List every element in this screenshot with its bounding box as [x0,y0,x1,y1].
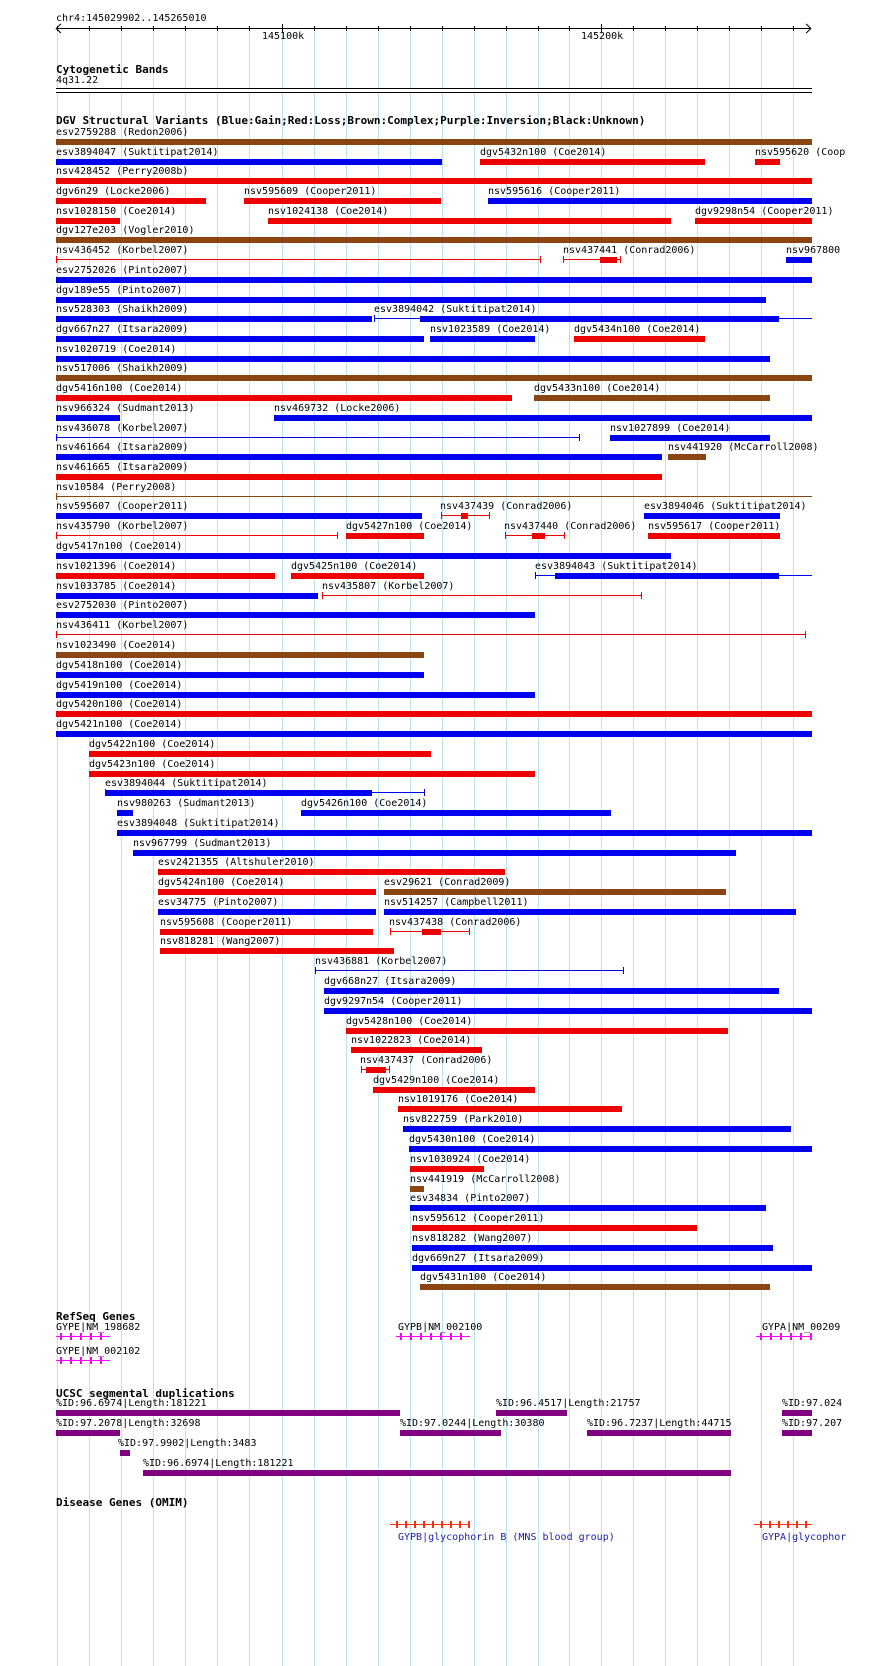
refseq-exon[interactable] [780,1333,782,1340]
feature-end-cap [805,631,806,638]
dgv-feature-label: nsv967800 [786,245,841,256]
dgv-feature-bar[interactable] [610,435,770,441]
dgv-feature-label: nsv461664 (Itsara2009) [56,442,189,453]
dgv-feature-bar[interactable] [600,257,617,263]
dgv-feature-bar[interactable] [158,909,376,915]
dgv-feature-bar[interactable] [244,198,441,204]
dgv-feature-bar[interactable] [412,1265,812,1271]
segdup-bar[interactable] [782,1430,812,1436]
dgv-feature-bar[interactable] [430,336,535,342]
ruler-tick-label-145200k: 145200k [581,31,624,42]
dgv-feature-bar[interactable] [346,1028,728,1034]
dgv-feature-bar[interactable] [133,850,736,856]
dgv-feature-bar[interactable] [268,218,671,224]
ruler-tick-label-145100k: 145100k [262,31,305,42]
dgv-feature-label: dgv5432n100 (Coe2014) [480,147,607,158]
refseq-exon[interactable] [790,1333,792,1340]
dgv-track-title[interactable]: DGV Structural Variants (Blue:Gain;Red:Loss;Brown:Complex;Purple:Inversion;Black:Unknown) [56,114,646,127]
dgv-feature-label: dgv189e55 (Pinto2007) [56,285,183,296]
dgv-feature-bar[interactable] [89,751,431,757]
dgv-feature-label: esv2752030 (Pinto2007) [56,600,189,611]
feature-end-cap [56,493,57,500]
omim-exon[interactable] [414,1521,416,1528]
dgv-feature-bar[interactable] [158,869,505,875]
dgv-feature-bar[interactable] [668,454,706,460]
dgv-feature-label: nsv595607 (Cooper2011) [56,501,189,512]
dgv-feature-bar[interactable] [420,316,779,322]
dgv-feature-label: dgv669n27 (Itsara2009) [412,1253,545,1264]
segdup-bar[interactable] [56,1410,400,1416]
segdup-bar[interactable] [56,1430,120,1436]
dgv-feature-label: esv29621 (Conrad2009) [384,877,511,888]
refseq-exon[interactable] [410,1333,412,1340]
segdup-label: %ID:96.6974|Length:181221 [143,1458,294,1469]
refseq-exon[interactable] [70,1333,72,1340]
refseq-gene-line[interactable] [756,1336,812,1337]
dgv-feature-bar[interactable] [56,178,812,184]
dgv-feature-label: nsv441919 (McCarroll2008) [410,1174,561,1185]
dgv-feature-bar[interactable] [56,553,671,559]
dgv-feature-bar[interactable] [351,1047,482,1053]
dgv-feature-bar[interactable] [56,454,662,460]
refseq-exon[interactable] [770,1333,772,1340]
dgv-feature-bar[interactable] [324,988,779,994]
omim-exon[interactable] [805,1521,807,1528]
dgv-feature-label: nsv428452 (Perry2008b) [56,166,189,177]
feature-end-cap [623,967,624,974]
dgv-feature-label: nsv441920 (McCarroll2008) [668,442,819,453]
dgv-feature-bar[interactable] [160,948,394,954]
refseq-exon[interactable] [90,1357,92,1364]
refseq-exon[interactable] [460,1333,462,1340]
dgv-feature-line[interactable] [56,437,579,438]
dgv-feature-label: nsv595609 (Cooper2011) [244,186,377,197]
dgv-feature-bar[interactable] [117,830,812,836]
dgv-feature-bar[interactable] [56,652,424,658]
dgv-feature-label: nsv1027899 (Coe2014) [610,423,731,434]
dgv-feature-line[interactable] [322,595,641,596]
dgv-feature-bar[interactable] [480,159,705,165]
dgv-feature-bar[interactable] [56,336,424,342]
refseq-gene-label: GYPE|NM_002102 [56,1346,141,1357]
dgv-feature-bar[interactable] [56,731,812,737]
segdup-label: %ID:96.7237|Length:44715 [587,1418,732,1429]
dgv-feature-bar[interactable] [755,159,780,165]
dgv-feature-bar[interactable] [534,395,770,401]
refseq-track-title[interactable]: RefSeq Genes [56,1310,136,1323]
dgv-feature-bar[interactable] [56,474,662,480]
dgv-feature-label: nsv528303 (Shaikh2009) [56,304,189,315]
refseq-exon[interactable] [100,1357,102,1364]
omim-gene-label: GYPA|glycophor [762,1532,847,1543]
refseq-exon[interactable] [80,1333,82,1340]
dgv-feature-label: dgv5431n100 (Coe2014) [420,1272,547,1283]
dgv-feature-label: nsv517006 (Shaikh2009) [56,363,189,374]
dgv-feature-bar[interactable] [366,1067,386,1073]
dgv-feature-label: nsv1033785 (Coe2014) [56,581,177,592]
dgv-feature-label: nsv595608 (Cooper2011) [160,917,293,928]
feature-end-cap [641,592,642,599]
dgv-feature-bar[interactable] [56,692,535,698]
dgv-feature-label: nsv1030924 (Coe2014) [410,1154,531,1165]
feature-end-cap [579,434,580,441]
dgv-feature-bar[interactable] [373,1087,535,1093]
dgv-feature-label: nsv436411 (Korbel2007) [56,620,189,631]
dgv-feature-bar[interactable] [56,159,442,165]
feature-end-cap [535,572,536,579]
dgv-feature-label: nsv435790 (Korbel2007) [56,521,189,532]
dgv-feature-label: dgv5420n100 (Coe2014) [56,699,183,710]
dgv-feature-bar[interactable] [56,573,275,579]
dgv-feature-bar[interactable] [56,672,424,678]
dgv-feature-label: nsv437441 (Conrad2006) [563,245,696,256]
dgv-feature-bar[interactable] [786,257,812,263]
dgv-feature-bar[interactable] [410,1205,766,1211]
segdup-label: %ID:97.9902|Length:3483 [118,1438,257,1449]
segdup-label: %ID:96.4517|Length:21757 [496,1398,641,1409]
dgv-feature-bar[interactable] [420,1284,770,1290]
feature-end-cap [564,532,565,539]
feature-end-cap [56,434,57,441]
dgv-feature-label: esv3894047 (Suktitipat2014) [56,147,219,158]
dgv-feature-label: nsv436452 (Korbel2007) [56,245,189,256]
segdup-bar[interactable] [496,1410,567,1416]
dgv-feature-label: nsv437438 (Conrad2006) [389,917,522,928]
dgv-feature-label: dgv5417n100 (Coe2014) [56,541,183,552]
dgv-feature-label: nsv967799 (Sudmant2013) [133,838,272,849]
dgv-feature-label: dgv667n27 (Itsara2009) [56,324,189,335]
dgv-feature-bar[interactable] [117,810,133,816]
dgv-feature-bar[interactable] [89,771,535,777]
dgv-feature-bar[interactable] [422,929,441,935]
dgv-feature-bar[interactable] [324,1008,812,1014]
dgv-feature-label: dgv5433n100 (Coe2014) [534,383,661,394]
dgv-feature-label: dgv5425n100 (Coe2014) [291,561,418,572]
dgv-feature-label: nsv514257 (Campbell2011) [384,897,529,908]
dgv-feature-bar[interactable] [384,909,796,915]
omim-exon[interactable] [423,1521,425,1528]
dgv-feature-label: nsv437439 (Conrad2006) [440,501,573,512]
omim-exon[interactable] [459,1521,461,1528]
dgv-feature-label: nsv595612 (Cooper2011) [412,1213,545,1224]
dgv-feature-bar[interactable] [56,297,766,303]
omim-exon[interactable] [778,1521,780,1528]
omim-exon[interactable] [796,1521,798,1528]
dgv-feature-bar[interactable] [412,1225,697,1231]
dgv-feature-label: esv2421355 (Altshuler2010) [158,857,315,868]
refseq-exon[interactable] [420,1333,422,1340]
feature-end-cap [56,631,57,638]
dgv-feature-label: nsv822759 (Park2010) [403,1114,524,1125]
refseq-gene-label: GYPB|NM_002100 [398,1322,483,1333]
dgv-feature-bar[interactable] [56,198,206,204]
dgv-feature-label: nsv1023490 (Coe2014) [56,640,177,651]
feature-end-cap [563,256,564,263]
refseq-exon[interactable] [760,1333,762,1340]
dgv-feature-bar[interactable] [398,1106,622,1112]
dgv-feature-label: nsv595616 (Cooper2011) [488,186,621,197]
dgv-feature-label: dgv5418n100 (Coe2014) [56,660,183,671]
dgv-feature-label: esv3894048 (Suktitipat2014) [117,818,280,829]
dgv-feature-bar[interactable] [409,1146,812,1152]
dgv-feature-label: nsv436881 (Korbel2007) [315,956,448,967]
dgv-feature-label: esv2759288 (Redon2006) [56,127,189,138]
dgv-feature-label: nsv461665 (Itsara2009) [56,462,189,473]
feature-end-cap [322,592,323,599]
dgv-feature-label: dgv9297n54 (Cooper2011) [324,996,463,1007]
dgv-feature-bar[interactable] [105,790,372,796]
refseq-exon[interactable] [400,1333,402,1340]
dgv-feature-label: esv3894044 (Suktitipat2014) [105,778,268,789]
dgv-feature-label: nsv818281 (Wang2007) [160,936,281,947]
dgv-feature-bar[interactable] [574,336,705,342]
dgv-feature-bar[interactable] [56,218,120,224]
dgv-feature-label: nsv980263 (Sudmant2013) [117,798,256,809]
segdup-label: %ID:97.0244|Length:30380 [400,1418,545,1429]
omim-exon[interactable] [450,1521,452,1528]
dgv-feature-label: nsv1024138 (Coe2014) [268,206,389,217]
dgv-feature-line[interactable] [56,259,540,260]
segdup-track-title[interactable]: UCSC segmental duplications [56,1387,235,1400]
dgv-feature-bar[interactable] [461,513,468,519]
refseq-exon[interactable] [810,1333,812,1340]
refseq-exon[interactable] [60,1333,62,1340]
dgv-feature-line[interactable] [56,535,337,536]
refseq-gene-line[interactable] [396,1336,470,1337]
dgv-feature-label: nsv1020719 (Coe2014) [56,344,177,355]
dgv-feature-bar[interactable] [346,533,424,539]
dgv-feature-label: nsv595620 (Coop [755,147,846,158]
omim-exon[interactable] [787,1521,789,1528]
dgv-feature-label: nsv469732 (Locke2006) [274,403,401,414]
dgv-feature-bar[interactable] [160,929,373,935]
dgv-feature-label: dgv127e203 (Vogler2010) [56,225,195,236]
omim-exon[interactable] [432,1521,434,1528]
feature-end-cap [315,967,316,974]
dgv-feature-bar[interactable] [410,1166,484,1172]
dgv-feature-label: nsv595617 (Cooper2011) [648,521,781,532]
dgv-feature-bar[interactable] [56,316,372,322]
refseq-exon[interactable] [430,1333,432,1340]
dgv-feature-label: nsv1021396 (Coe2014) [56,561,177,572]
dgv-feature-label: dgv5429n100 (Coe2014) [373,1075,500,1086]
dgv-feature-label: nsv437437 (Conrad2006) [360,1055,493,1066]
dgv-feature-label: dgv6n29 (Locke2006) [56,186,171,197]
dgv-feature-label: dgv668n27 (Itsara2009) [324,976,457,987]
omim-exon[interactable] [760,1521,762,1528]
cytoband-track-title[interactable]: Cytogenetic Bands [56,63,169,76]
feature-end-cap [505,532,506,539]
feature-end-cap [424,789,425,796]
dgv-feature-bar[interactable] [291,573,424,579]
dgv-feature-label: esv34775 (Pinto2007) [158,897,279,908]
feature-end-cap [389,1066,390,1073]
dgv-feature-bar[interactable] [56,356,770,362]
dgv-feature-label: nsv1028150 (Coe2014) [56,206,177,217]
dgv-feature-label: dgv5434n100 (Coe2014) [574,324,701,335]
feature-end-cap [469,928,470,935]
dgv-feature-label: esv2752026 (Pinto2007) [56,265,189,276]
segdup-bar[interactable] [400,1430,501,1436]
dgv-feature-bar[interactable] [56,139,812,145]
omim-exon[interactable] [769,1521,771,1528]
omim-gene-line[interactable] [754,1524,812,1525]
refseq-exon[interactable] [450,1333,452,1340]
dgv-feature-bar[interactable] [274,415,812,421]
dgv-feature-bar[interactable] [56,395,512,401]
dgv-feature-label: nsv1023589 (Coe2014) [430,324,551,335]
dgv-feature-bar[interactable] [301,810,611,816]
refseq-exon[interactable] [70,1357,72,1364]
omim-exon[interactable] [396,1521,398,1528]
dgv-feature-bar[interactable] [56,375,812,381]
dgv-feature-label: nsv966324 (Sudmant2013) [56,403,195,414]
dgv-feature-bar[interactable] [56,415,120,421]
dgv-feature-label: esv3894042 (Suktitipat2014) [374,304,537,315]
dgv-feature-label: dgv5422n100 (Coe2014) [89,739,216,750]
dgv-feature-bar[interactable] [56,277,812,283]
feature-end-cap [441,512,442,519]
dgv-feature-label: nsv437440 (Conrad2006) [504,521,637,532]
dgv-feature-bar[interactable] [56,711,812,717]
segdup-bar[interactable] [143,1470,731,1476]
feature-end-cap [620,256,621,263]
dgv-feature-label: dgv5416n100 (Coe2014) [56,383,183,394]
feature-end-cap [390,928,391,935]
dgv-feature-bar[interactable] [648,533,780,539]
segdup-bar[interactable] [587,1430,731,1436]
omim-exon[interactable] [468,1521,470,1528]
dgv-feature-label: dgv5423n100 (Coe2014) [89,759,216,770]
refseq-gene-label: GYPA|NM_00209 [762,1322,841,1333]
dgv-feature-bar[interactable] [555,573,779,579]
refseq-gene-label: GYPE|NM_198682 [56,1322,141,1333]
segdup-label: %ID:97.024 [782,1398,843,1409]
omim-exon[interactable] [405,1521,407,1528]
dgv-feature-line[interactable] [315,970,623,971]
dgv-feature-label: dgv5424n100 (Coe2014) [158,877,285,888]
ruler-position: chr4:145029902..145265010 [56,13,207,24]
dgv-feature-label: nsv1019176 (Coe2014) [398,1094,519,1105]
feature-end-cap [374,315,375,322]
feature-end-cap [489,512,490,519]
dgv-feature-bar[interactable] [158,889,376,895]
dgv-feature-label: dgv5427n100 (Coe2014) [346,521,473,532]
dgv-feature-bar[interactable] [384,889,726,895]
feature-end-cap [337,532,338,539]
dgv-feature-label: esv34834 (Pinto2007) [410,1193,531,1204]
dgv-feature-bar[interactable] [412,1245,773,1251]
dgv-feature-label: dgv5428n100 (Coe2014) [346,1016,473,1027]
dgv-feature-label: nsv436078 (Korbel2007) [56,423,189,434]
refseq-exon[interactable] [800,1333,802,1340]
dgv-feature-label: esv3894043 (Suktitipat2014) [535,561,698,572]
omim-gene-line[interactable] [390,1524,470,1525]
dgv-feature-bar[interactable] [410,1186,424,1192]
omim-track-title[interactable]: Disease Genes (OMIM) [56,1496,189,1509]
refseq-exon[interactable] [100,1333,102,1340]
dgv-feature-label: dgv9298n54 (Cooper2011) [695,206,834,217]
dgv-feature-label: nsv818282 (Wang2007) [412,1233,533,1244]
dgv-feature-bar[interactable] [695,218,812,224]
segdup-label: %ID:97.207 [782,1418,843,1429]
dgv-feature-bar[interactable] [403,1126,791,1132]
segdup-label: %ID:97.2078|Length:32698 [56,1418,201,1429]
feature-end-cap [56,532,57,539]
segdup-label: %ID:96.6974|Length:181221 [56,1398,207,1409]
dgv-feature-line[interactable] [56,634,805,635]
feature-end-cap [56,256,57,263]
dgv-feature-label: dgv5421n100 (Coe2014) [56,719,183,730]
dgv-feature-bar[interactable] [56,237,812,243]
dgv-feature-label: nsv435807 (Korbel2007) [322,581,455,592]
dgv-feature-bar[interactable] [644,513,780,519]
dgv-feature-label: dgv5419n100 (Coe2014) [56,680,183,691]
dgv-feature-label: dgv5426n100 (Coe2014) [301,798,428,809]
omim-exon[interactable] [441,1521,443,1528]
dgv-feature-line[interactable] [56,496,812,497]
dgv-feature-label: esv3894046 (Suktitipat2014) [644,501,807,512]
dgv-feature-bar[interactable] [56,593,318,599]
refseq-exon[interactable] [60,1357,62,1364]
feature-end-cap [540,256,541,263]
dgv-feature-bar[interactable] [532,533,545,539]
segdup-bar[interactable] [120,1450,130,1456]
feature-end-cap [361,1066,362,1073]
refseq-exon[interactable] [440,1333,442,1340]
refseq-exon[interactable] [80,1357,82,1364]
refseq-exon[interactable] [90,1333,92,1340]
dgv-feature-label: nsv1022823 (Coe2014) [351,1035,472,1046]
omim-gene-label: GYPB|glycophorin B (MNS blood group) [398,1532,615,1543]
segdup-bar[interactable] [782,1410,812,1416]
dgv-feature-bar[interactable] [56,612,535,618]
dgv-feature-bar[interactable] [56,513,422,519]
dgv-feature-label: dgv5430n100 (Coe2014) [409,1134,536,1145]
dgv-feature-label: nsv10584 (Perry2008) [56,482,177,493]
dgv-feature-bar[interactable] [488,198,812,204]
cytoband-label: 4q31.22 [56,75,99,86]
